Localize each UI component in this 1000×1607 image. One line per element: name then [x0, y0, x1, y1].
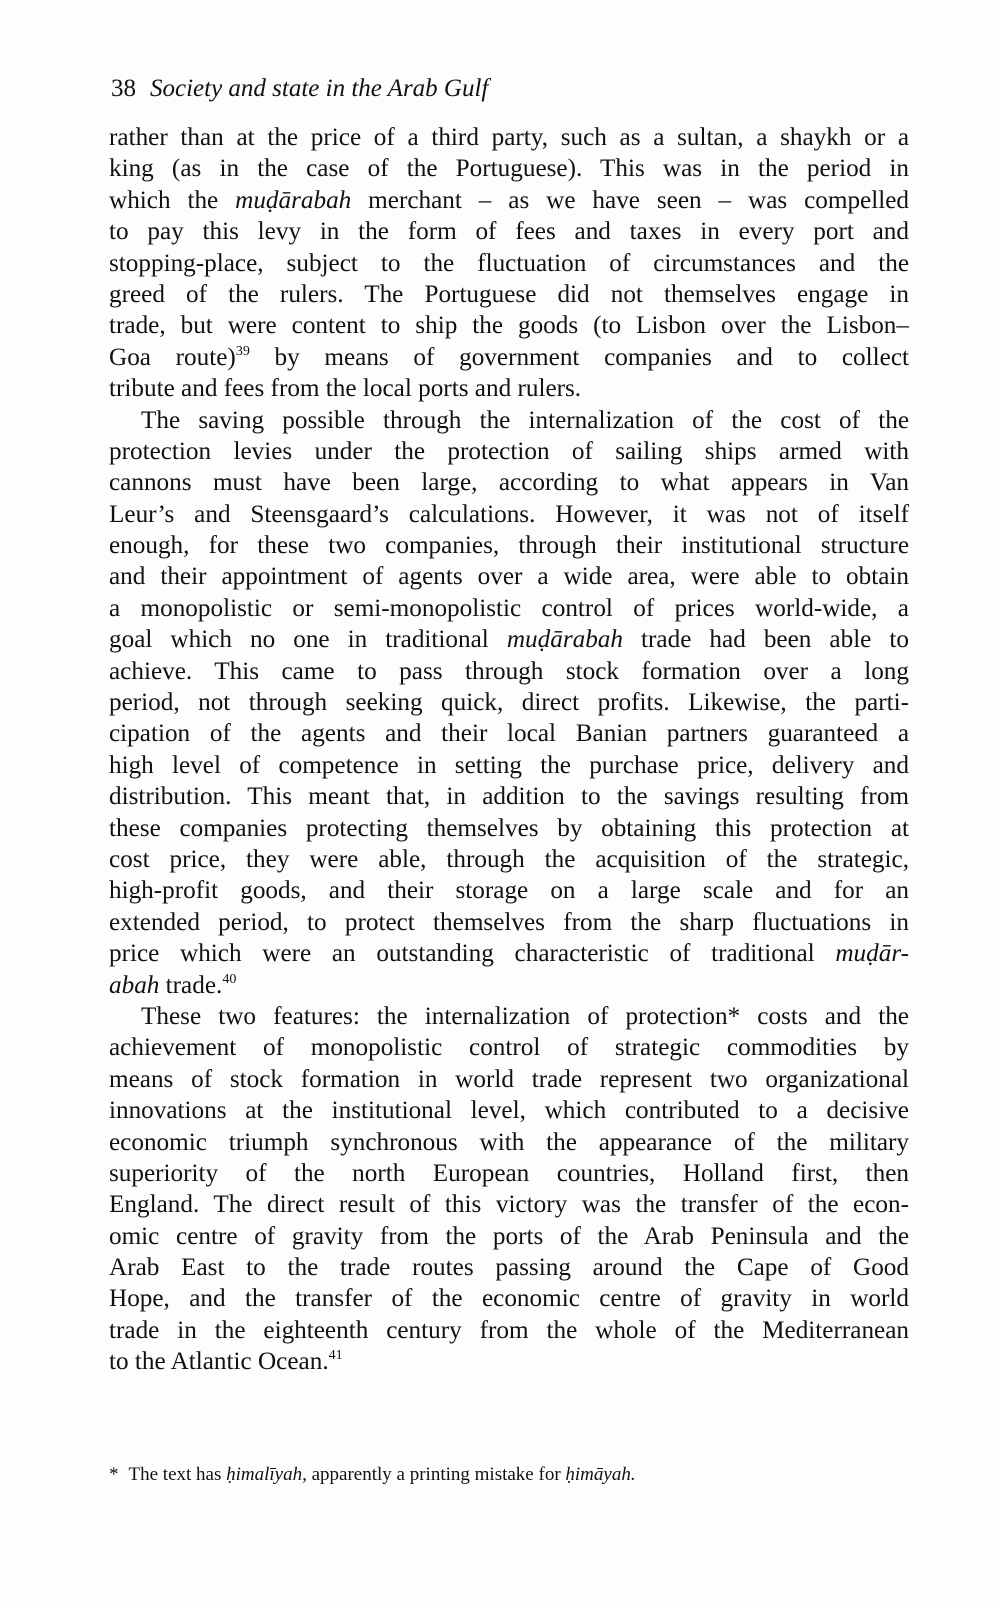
- line-text: cipation of the agents and their local Banian partners guaranteed a: [109, 720, 909, 748]
- text-line: [109, 373, 909, 404]
- text-line: [109, 1346, 909, 1377]
- line-text: distribution. This meant that, in addition to the savings resulting from: [109, 783, 909, 811]
- text-line: [109, 1001, 909, 1032]
- line-text: price which were an outstanding characteristic of traditional: [109, 940, 836, 968]
- line-text: omic centre of gravity from the ports of the Arab Peninsula and the: [109, 1222, 909, 1250]
- line-text: which the: [109, 186, 236, 214]
- body-text: [109, 122, 909, 1378]
- note-reference: 39: [235, 343, 250, 359]
- footnote-term-corrected: ḥimāyah.: [565, 1464, 636, 1485]
- line-text: trade, but were content to ship the goods (to Lisbon over the Lisbon–: [109, 312, 909, 340]
- line-text: Hope, and the transfer of the economic centre of gravity in world: [109, 1285, 909, 1313]
- text-line: [109, 185, 909, 216]
- text-line: [109, 436, 909, 467]
- text-line: [109, 122, 909, 153]
- running-head: [111, 74, 488, 104]
- line-text: England. The direct result of this victory was the transfer of the econ-: [109, 1191, 909, 1219]
- italic-term: abah: [109, 971, 160, 999]
- text-line: [109, 1221, 909, 1252]
- text-line: [109, 875, 909, 906]
- text-line: [109, 938, 909, 969]
- line-text: these companies protecting themselves by obtaining this protection at: [109, 814, 909, 842]
- line-text: cost price, they were able, through the acquisition of the strategic,: [109, 845, 909, 873]
- line-text: and their appointment of agents over a wide area, were able to obtain: [109, 563, 909, 591]
- line-text: trade in the eighteenth century from the whole of the Mediterranean: [109, 1316, 909, 1344]
- footnote-term-original: ḥimalīyah,: [226, 1464, 307, 1485]
- line-text: trade.: [159, 971, 223, 999]
- text-line: [109, 718, 909, 749]
- line-text: period, not through seeking quick, direct profits. Likewise, the parti-: [109, 689, 909, 717]
- line-text: a monopolistic or semi-monopolistic control of prices world-wide, a: [109, 594, 909, 622]
- text-line: [109, 907, 909, 938]
- line-text: protection levies under the protection of sailing ships armed with: [109, 437, 909, 465]
- line-text: to pay this levy in the form of fees and taxes in every port and: [109, 218, 909, 246]
- line-text: king (as in the case of the Portuguese). This was in the period in: [109, 155, 909, 183]
- text-line: [109, 844, 909, 875]
- line-text: to the Atlantic Ocean.: [109, 1348, 329, 1376]
- line-text: high level of competence in setting the purchase price, delivery and: [109, 751, 909, 779]
- text-line: [109, 1127, 909, 1158]
- text-line: [109, 216, 909, 247]
- line-text: enough, for these two companies, through their institutional structure: [109, 532, 909, 560]
- italic-term: muḍārabah: [235, 186, 352, 214]
- text-line: [109, 248, 909, 279]
- line-text: trade had been able to: [623, 626, 909, 654]
- italic-term: muḍārabah: [506, 626, 623, 654]
- text-line: [109, 593, 909, 624]
- text-line: [109, 687, 909, 718]
- text-line: [109, 1283, 909, 1314]
- text-line: [109, 750, 909, 781]
- line-text: cannons must have been large, according to what appears in Van: [109, 469, 909, 497]
- text-line: [109, 1252, 909, 1283]
- footnote-text-start: The text has: [128, 1464, 227, 1485]
- line-text: These two features: the internalization of protection* costs and the: [141, 1002, 909, 1030]
- line-text: tribute and fees from the local ports and rulers.: [109, 375, 582, 403]
- line-text: achieve. This came to pass through stock formation over a long: [109, 657, 909, 685]
- text-line: [109, 499, 909, 530]
- text-line: [109, 310, 909, 341]
- line-text: by means of government companies and to collect: [249, 343, 909, 371]
- text-line: [109, 656, 909, 687]
- note-reference: 40: [222, 971, 237, 987]
- page-number: 38: [111, 75, 136, 102]
- line-text: Goa route): [109, 343, 236, 371]
- text-line: [109, 1095, 909, 1126]
- text-line: [109, 1189, 909, 1220]
- footnote-text-middle: apparently a printing mistake for: [306, 1464, 566, 1485]
- line-text: Leur’s and Steensgaard’s calculations. However, it was not of itself: [109, 500, 909, 528]
- line-text: high-profit goods, and their storage on a large scale and for an: [109, 877, 909, 905]
- text-line: [109, 342, 909, 373]
- text-line: [109, 1158, 909, 1189]
- line-text: extended period, to protect themselves from the sharp fluctuations in: [109, 908, 909, 936]
- text-line: [109, 405, 909, 436]
- line-text: achievement of monopolistic control of strategic commodities by: [109, 1034, 909, 1062]
- footnote: [109, 1462, 909, 1488]
- footnote-marker: *: [109, 1464, 119, 1485]
- text-line: [109, 561, 909, 592]
- text-line: [109, 530, 909, 561]
- text-line: [109, 624, 909, 655]
- line-text: stopping-place, subject to the fluctuation of circumstances and the: [109, 249, 909, 277]
- line-text: merchant – as we have seen – was compelled: [351, 186, 909, 214]
- text-line: [109, 781, 909, 812]
- text-line: [109, 153, 909, 184]
- text-line: [109, 1032, 909, 1063]
- text-line: [109, 813, 909, 844]
- text-line: [109, 1064, 909, 1095]
- line-text: superiority of the north European countries, Holland first, then: [109, 1159, 909, 1187]
- line-text: goal which no one in traditional: [109, 626, 507, 654]
- note-reference: 41: [328, 1348, 343, 1364]
- line-text: Arab East to the trade routes passing around the Cape of Good: [109, 1254, 909, 1282]
- line-text: rather than at the price of a third party, such as a sultan, a shaykh or a: [109, 124, 909, 151]
- text-line: [109, 970, 909, 1001]
- text-line: [109, 1315, 909, 1346]
- text-line: [109, 467, 909, 498]
- line-text: innovations at the institutional level, which contributed to a decisive: [109, 1097, 909, 1125]
- line-text: economic triumph synchronous with the appearance of the military: [109, 1128, 909, 1156]
- italic-term: muḍār-: [835, 940, 909, 968]
- line-text: The saving possible through the internalization of the cost of the: [141, 406, 909, 434]
- line-text: means of stock formation in world trade represent two organizational: [109, 1065, 909, 1093]
- line-text: greed of the rulers. The Portuguese did not themselves engage in: [109, 280, 909, 308]
- running-title: Society and state in the Arab Gulf: [150, 75, 489, 102]
- text-line: [109, 279, 909, 310]
